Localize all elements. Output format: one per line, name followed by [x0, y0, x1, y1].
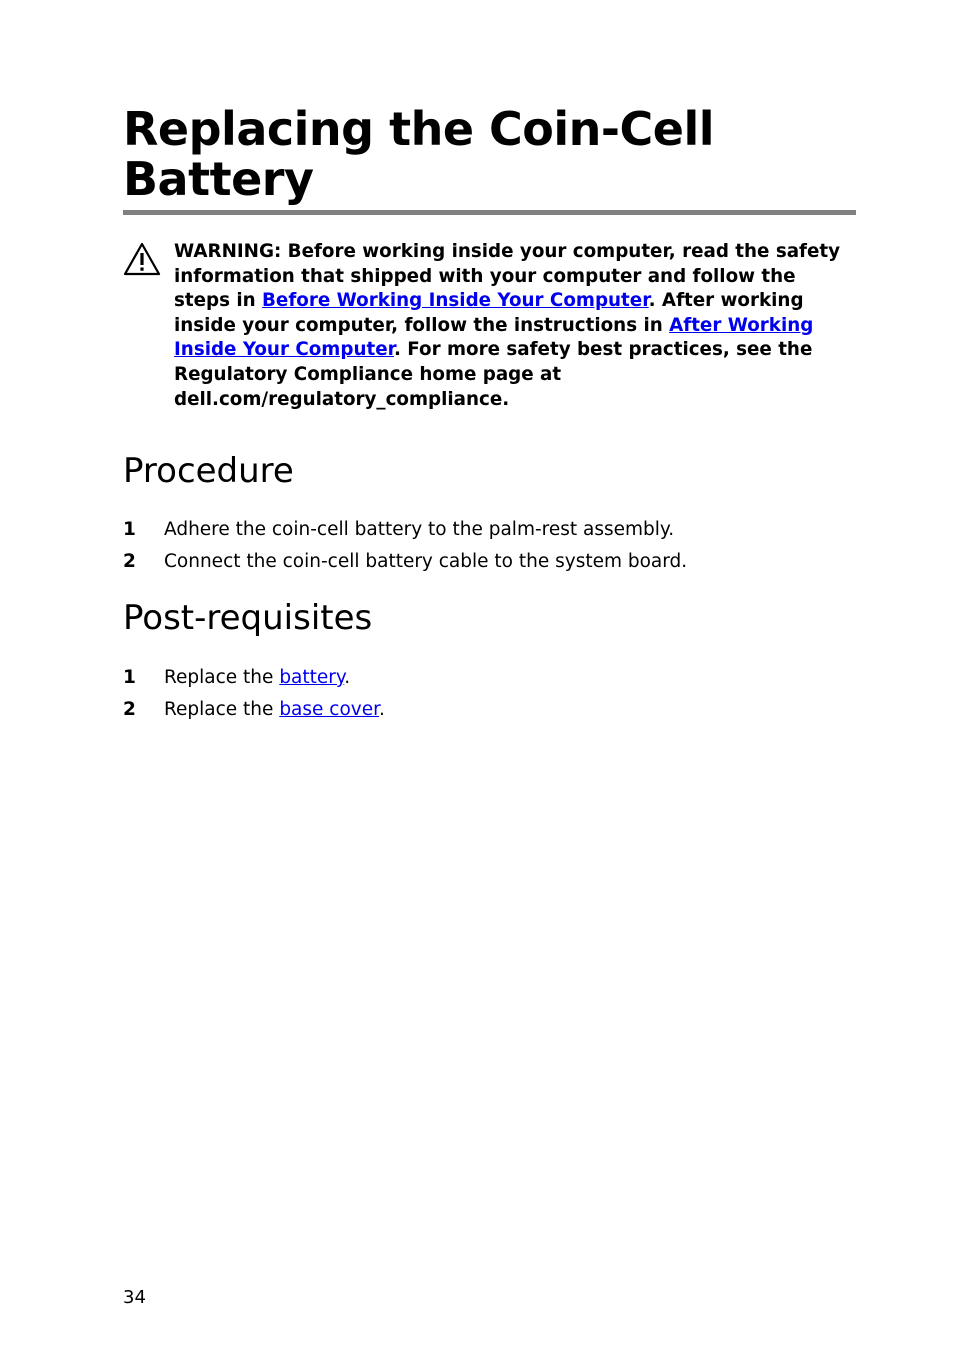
- post-requisites-heading: Post-requisites: [123, 598, 373, 638]
- title-divider: [123, 210, 856, 215]
- warning-text-part-1: WARNING: Before working inside your computer, read the safety information that shipped with your computer and follow the steps in: [174, 241, 841, 312]
- step-suffix: .: [379, 699, 385, 720]
- step-suffix: .: [344, 667, 351, 688]
- warning-text-part-3: . For more safety best practices, see the Regulatory Compliance home page at dell.com/regulatory_compliance.: [174, 339, 813, 410]
- after-working-inside-link[interactable]: After Working Inside Your Computer: [174, 314, 814, 361]
- before-working-inside-link[interactable]: Before Working Inside Your Computer: [262, 290, 649, 312]
- battery-link[interactable]: battery: [279, 667, 345, 688]
- warning-message: [174, 240, 854, 412]
- procedure-heading: Procedure: [123, 451, 294, 491]
- step-prefix: Replace the: [164, 699, 280, 720]
- step-text: Adhere the coin-cell battery to the palm-rest assembly.: [164, 519, 675, 540]
- page-number: 34: [123, 1287, 146, 1308]
- step-prefix: Replace the: [164, 667, 280, 688]
- warning-text-part-2: . After working inside your computer, follow the instructions in: [174, 290, 804, 336]
- step-number: 1: [123, 519, 136, 540]
- step-text: Connect the coin-cell battery cable to the system board.: [164, 551, 688, 572]
- page-title: Replacing the Coin-Cell Battery: [123, 102, 714, 206]
- step-number: 1: [123, 667, 136, 688]
- step-number: 2: [123, 551, 136, 572]
- base-cover-link[interactable]: base cover: [279, 699, 380, 720]
- step-text: [164, 698, 385, 722]
- step-number: 2: [123, 699, 136, 720]
- warning-triangle-icon: [123, 242, 161, 276]
- step-text: [164, 666, 350, 690]
